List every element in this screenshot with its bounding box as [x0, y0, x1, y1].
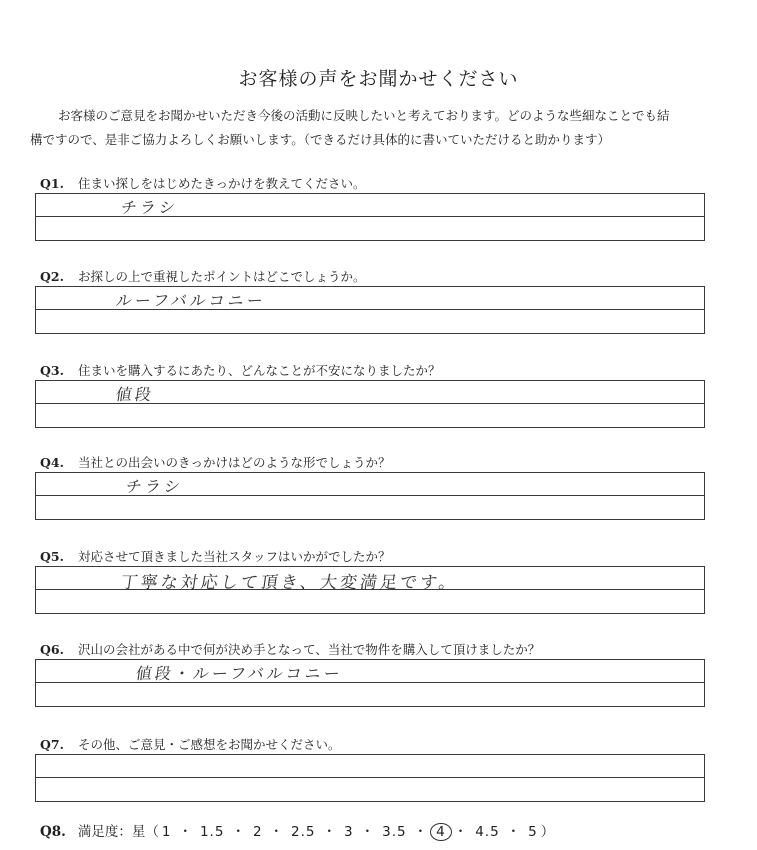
answer-box-q5[interactable]: [35, 566, 705, 614]
answer-box-q4[interactable]: [35, 472, 705, 520]
question-number: Q8.: [40, 824, 66, 840]
answer-box-q3[interactable]: [35, 380, 705, 428]
question-text: 対応させて頂きました当社スタッフはいかがでしたか？: [77, 549, 391, 564]
question-number: Q6.: [40, 642, 64, 657]
rating-separator: ・: [453, 824, 469, 840]
question-7-label: [40, 735, 340, 753]
question-text: その他、ご意見・ご感想をお聞かせください。: [77, 737, 341, 752]
handwritten-answer: チラシ: [124, 477, 185, 496]
intro-line-2: 構ですので、是非ご協力よろしくお願いします。（できるだけ具体的に書いていただけると助かります）: [30, 132, 611, 147]
satisfaction-label: 満足度：星（: [77, 824, 159, 840]
question-1-label: [40, 174, 365, 192]
question-number: Q7.: [40, 737, 64, 752]
rating-option-4[interactable]: 4: [430, 823, 452, 841]
question-text: お探しの上で重視したポイントはどこでしょうか。: [77, 269, 366, 284]
handwritten-answer: 値段・ルーフバルコニー: [134, 664, 345, 683]
rating-separator: ・: [360, 824, 376, 840]
question-number: Q4.: [40, 455, 64, 470]
rating-scale: [159, 824, 541, 840]
rating-separator: ・: [506, 824, 522, 840]
answer-box-q7[interactable]: [35, 754, 705, 802]
question-4-label: [40, 453, 390, 471]
question-number: Q5.: [40, 549, 64, 564]
question-3-label: [40, 361, 440, 379]
rating-option-1-5[interactable]: 1.5: [199, 824, 225, 840]
satisfaction-rating: [40, 820, 554, 841]
question-text: 当社との出会いのきっかけはどのような形でしょうか？: [77, 455, 391, 470]
question-6-label: [40, 640, 540, 658]
rating-separator: ・: [413, 824, 429, 840]
rating-option-3[interactable]: 3: [344, 824, 354, 840]
question-number: Q2.: [40, 269, 64, 284]
intro-text: [30, 104, 730, 152]
question-5-label: [40, 547, 390, 565]
question-text: 沢山の会社がある中で何が決め手となって、当社で物件を購入して頂けましたか？: [77, 642, 541, 657]
answer-box-q2[interactable]: [35, 286, 705, 334]
rating-option-1[interactable]: 1: [161, 824, 172, 840]
rating-option-2-5[interactable]: 2.5: [291, 824, 316, 840]
question-2-label: [40, 267, 365, 285]
handwritten-answer: 値段: [114, 385, 156, 404]
answer-box-q6[interactable]: [35, 659, 705, 707]
rating-separator: ・: [178, 824, 193, 840]
handwritten-answer: 丁寧な対応して頂き、大変満足です。: [119, 573, 461, 593]
rating-option-5[interactable]: 5: [528, 824, 538, 840]
survey-title: お客様の声をお聞かせください: [238, 68, 519, 90]
answer-box-divider: [36, 777, 704, 778]
rating-option-4-5[interactable]: 4.5: [475, 824, 500, 840]
question-number: Q3.: [40, 363, 64, 378]
intro-line-1: お客様のご意見をお聞かせいただき今後の活動に反映したいと考えております。どのような些細なことでも結: [58, 108, 670, 123]
rating-separator: ・: [231, 824, 246, 840]
question-text: 住まい探しをはじめたきっかけを教えてください。: [77, 176, 366, 191]
handwritten-answer: チラシ: [119, 198, 180, 217]
rating-separator: ・: [322, 824, 338, 840]
handwritten-answer: ルーフバルコニー: [114, 291, 268, 310]
answer-box-q1[interactable]: [35, 193, 705, 241]
rating-option-3-5[interactable]: 3.5: [382, 824, 407, 840]
rating-separator: ・: [269, 824, 285, 840]
rating-close-paren: ）: [540, 824, 555, 840]
question-text: 住まいを購入するにあたり、どんなことが不安になりましたか？: [77, 363, 441, 378]
rating-option-2[interactable]: 2: [252, 824, 263, 840]
question-number: Q1.: [40, 176, 64, 191]
